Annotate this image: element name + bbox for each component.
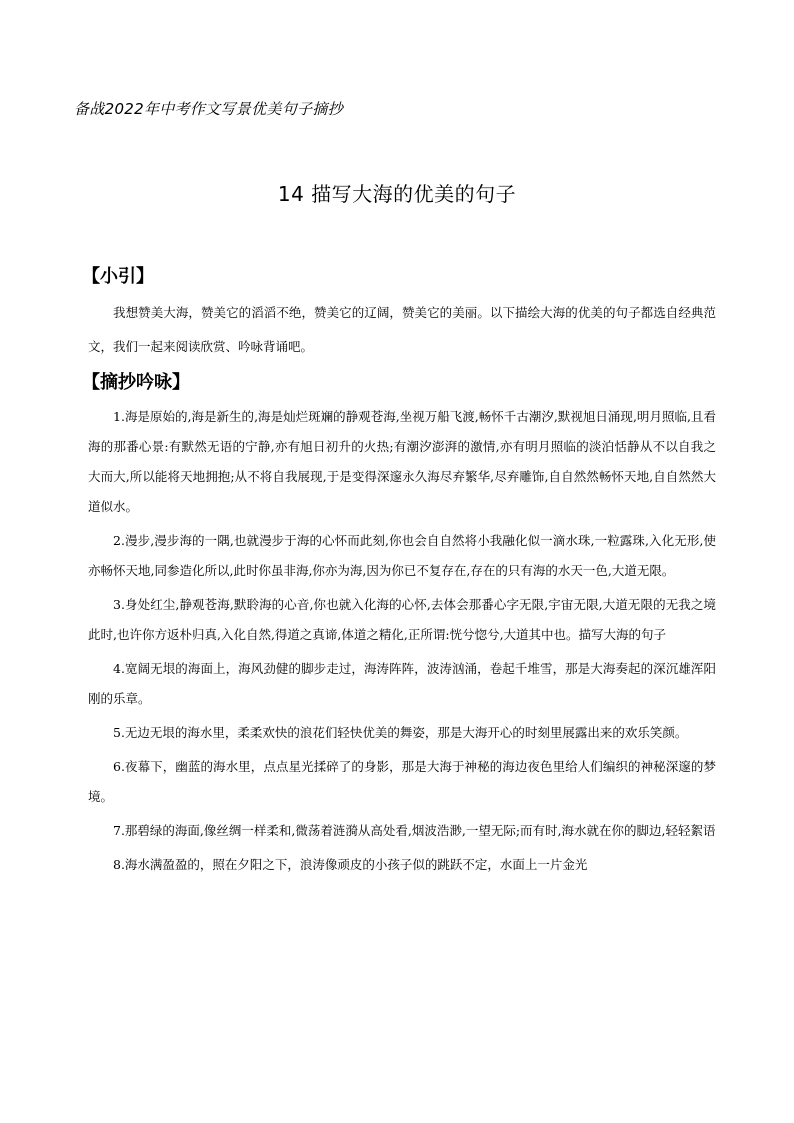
excerpt-item-8: 8.海水满盈盈的，照在夕阳之下，浪涛像顽皮的小孩子似的跳跃不定，水面上一片金光 — [113, 857, 588, 872]
document-title: 14 描写大海的优美的句子 — [277, 182, 517, 206]
excerpt-item-7: 7.那碧绿的海面,像丝绸一样柔和,微荡着涟漪从高处看,烟波浩渺,一望无际;而有时,海水就在你的脚边,轻轻絮语 — [113, 823, 716, 838]
excerpt-list — [88, 402, 716, 884]
excerpt-item-4: 4.宽阔无垠的海面上，海风劲健的脚步走过，海涛阵阵，波涛汹涌，卷起千堆雪，那是大海奏起的深沉雄浑阳刚的乐章。 — [88, 661, 716, 706]
intro-heading: 【小引】 — [82, 266, 154, 287]
excerpt-item-6: 6.夜幕下，幽蓝的海水里，点点星光揉碎了的身影，那是大海于神秘的海边夜色里给人们编织的神秘深邃的梦境。 — [88, 759, 716, 804]
excerpt-item-3: 3.身处红尘,静观苍海,默聆海的心音,你也就入化海的心怀,去体会那番心字无限,宇宙无限,大道无限的无我之境此时,也许你方返朴归真,入化自然,得道之真谛,体道之精化,正所谓:恍兮惚兮,大道其中也。描写大海的句子 — [88, 597, 716, 642]
excerpts-heading: 【摘抄吟咏】 — [82, 372, 190, 393]
excerpt-item-2: 2.漫步,漫步海的一隅,也就漫步于海的心怀而此刻,你也会自自然将小我融化似一滴水珠,一粒露珠,入化无形,使亦畅怀天地,同参造化所以,此时你虽非海,你亦为海,因为你已不复存在,存在的只有海的水天一色,大道无限。 — [88, 533, 716, 578]
intro-paragraph: 我想赞美大海，赞美它的滔滔不绝，赞美它的辽阔，赞美它的美丽。以下描绘大海的优美的句子都选自经典范文，我们一起来阅读欣赏、吟咏背诵吧。 — [88, 305, 716, 354]
excerpt-item-1: 1.海是原始的,海是新生的,海是灿烂斑斓的静观苍海,坐视万船飞渡,畅怀千古潮汐,默视旭日涌现,明月照临,且看海的那番心景:有默然无语的宁静,亦有旭日初升的火热;有潮汐澎湃的激情,亦有明月照临的淡泊恬静从不以自我之大而大,所以能将天地拥抱;从不将自我展现,于是变得深邃永久海尽弃繁华,尽弃雕饰,自自然然畅怀天地,自自然然大道似水。 — [88, 409, 716, 514]
excerpt-item-5: 5.无边无垠的海水里，柔柔欢快的浪花们轻快优美的舞姿，那是大海开心的时刻里展露出来的欢乐笑颜。 — [113, 725, 688, 740]
document-header: 备战2022年中考作文写景优美句子摘抄 — [74, 100, 343, 118]
